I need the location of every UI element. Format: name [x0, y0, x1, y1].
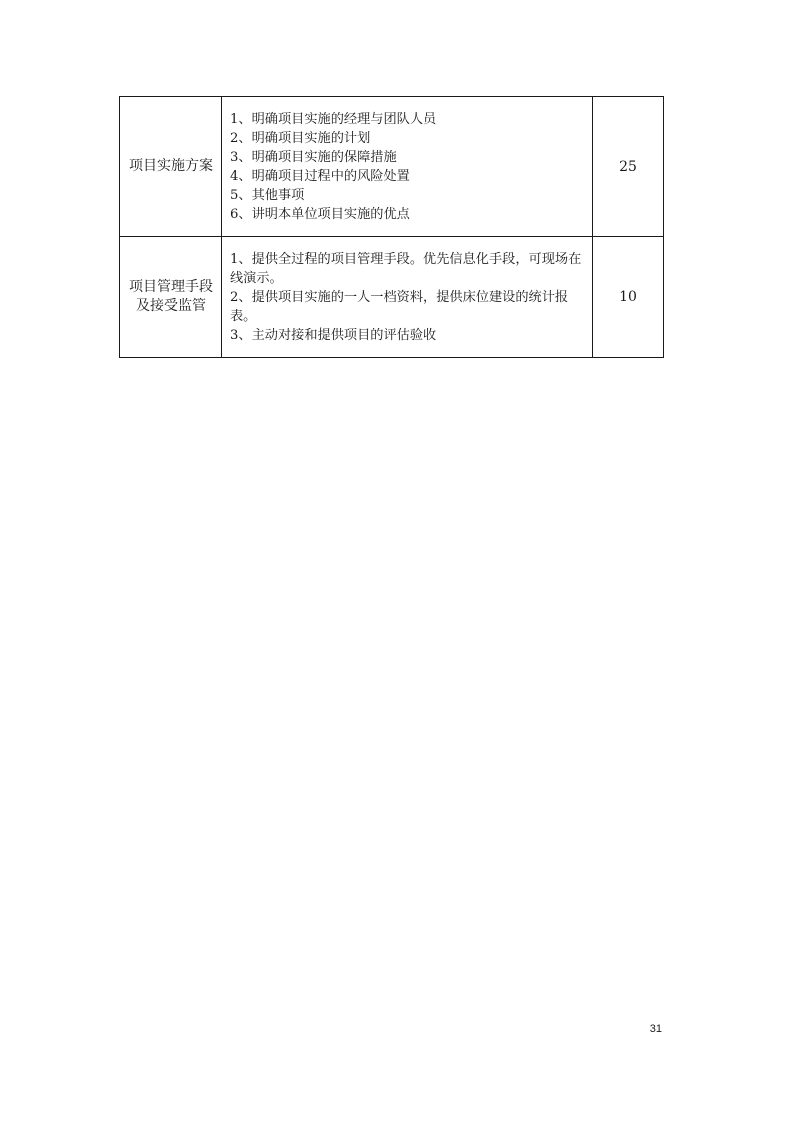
requirement-item: 6、讲明本单位项目实施的优点	[230, 206, 410, 222]
category-label: 项目管理手段及接受监管	[129, 279, 213, 314]
page-number: 31	[649, 1023, 662, 1035]
requirement-item: 3、主动对接和提供项目的评估验收	[230, 327, 437, 343]
score-cell: 25	[593, 97, 664, 237]
requirement-item: 4、明确项目过程中的风险处置	[230, 168, 410, 184]
score-cell: 10	[593, 237, 664, 358]
scoring-table	[119, 96, 664, 358]
table-row	[120, 97, 664, 237]
requirements-cell	[222, 237, 593, 358]
category-cell	[120, 97, 222, 237]
requirement-item: 1、提供全过程的项目管理手段。优先信息化手段，可现场在线演示。	[230, 251, 582, 286]
requirement-item: 2、提供项目实施的一人一档资料，提供床位建设的统计报表。	[230, 289, 569, 324]
category-label: 项目实施方案	[129, 158, 213, 174]
requirement-item: 5、其他事项	[230, 187, 305, 203]
requirement-item: 3、明确项目实施的保障措施	[230, 149, 397, 165]
requirement-item: 1、明确项目实施的经理与团队人员	[230, 111, 437, 127]
category-cell	[120, 237, 222, 358]
table-row	[120, 237, 664, 358]
requirements-cell	[222, 97, 593, 237]
requirement-item: 2、明确项目实施的计划	[230, 130, 371, 146]
